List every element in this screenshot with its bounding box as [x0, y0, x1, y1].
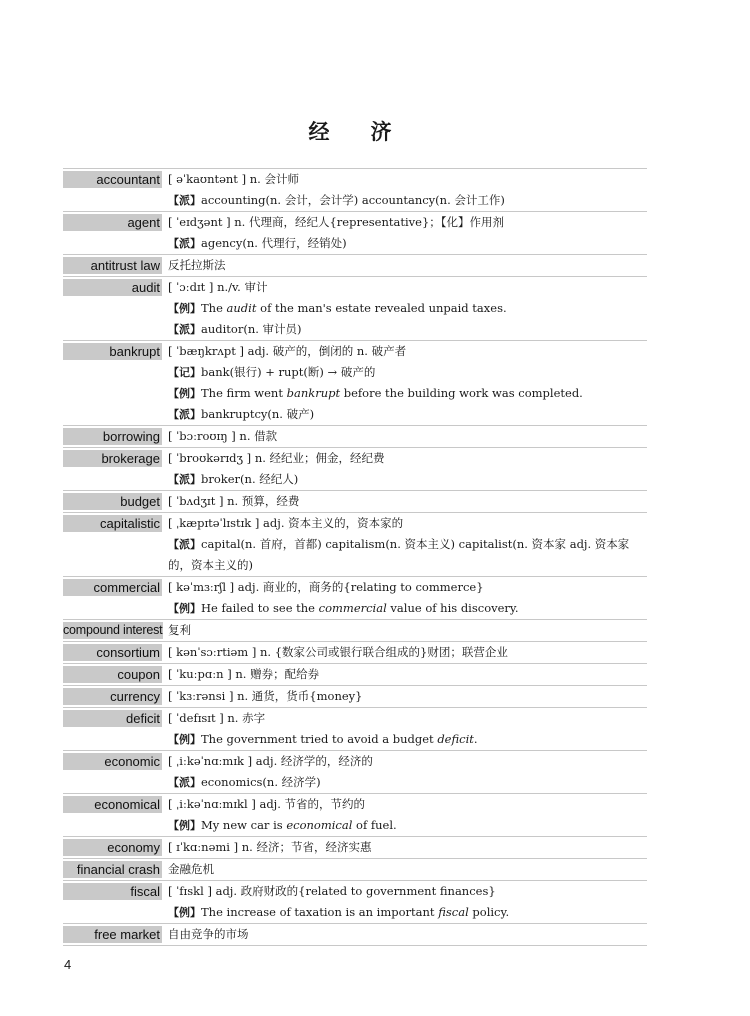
entry-line: [168, 513, 647, 534]
definition-text: [ kəˈmɜːrʃl ] adj. 商业的，商务的{relating to commerce}: [168, 580, 484, 594]
example-text: before the building work was completed.: [340, 386, 583, 400]
definition-text: [ ˈbɔːroʊɪŋ ] n. 借款: [168, 429, 278, 443]
headword: financial crash: [63, 861, 162, 878]
example-text: The firm went: [201, 386, 287, 400]
definition-text: bank(银行) + rupt(断) → 破产的: [201, 365, 376, 379]
definition-text: [ ˈkuːpɑːn ] n. 赠券；配给券: [168, 667, 320, 681]
entry-line: [168, 815, 647, 836]
headword: free market: [63, 926, 162, 943]
entry-line: [168, 686, 647, 707]
example-text: My new car is: [201, 818, 287, 832]
page-title: 经 济: [308, 120, 402, 144]
example-keyword: economical: [286, 818, 353, 832]
definition-text: [ ˈeɪdʒənt ] n. 代理商，经纪人{representative}；【化】作用剂: [168, 215, 505, 229]
vocabulary-list: [63, 168, 647, 946]
example-keyword: bankrupt: [286, 386, 341, 400]
definition-text: [ kənˈsɔːrtiəm ] n. {数家公司或银行联合组成的}财团；联营企业: [168, 645, 508, 659]
definition-text: [ ɪˈkɑːnəmi ] n. 经济；节省，经济实惠: [168, 840, 372, 854]
entry-line: [168, 729, 647, 750]
entry-line: [168, 491, 647, 512]
definition-text: capital(n. 首府，首都) capitalism(n. 资本主义) capitalist(n. 资本家 adj. 资本家的，资本主义的): [168, 537, 630, 572]
section-tag: 【例】: [168, 733, 201, 746]
example-text: of the man's estate revealed unpaid taxes.: [256, 301, 507, 315]
entry-line: [168, 255, 647, 276]
example-keyword: deficit: [437, 732, 474, 746]
entry-line: [168, 534, 647, 576]
entry-line: [168, 642, 647, 663]
entry-line: [168, 298, 647, 319]
definition-text: [ ˌiːkəˈnɑːmɪkl ] adj. 节省的，节约的: [168, 797, 366, 811]
section-tag: 【派】: [168, 408, 201, 421]
vocab-entry: [63, 254, 647, 276]
definition-text: auditor(n. 审计员): [201, 322, 302, 336]
vocab-entry: [63, 168, 647, 211]
definition-text: [ ˌiːkəˈnɑːmɪk ] adj. 经济学的，经济的: [168, 754, 373, 768]
definition-text: 自由竞争的市场: [168, 927, 249, 941]
entry-line: [168, 448, 647, 469]
headword: compound interest: [63, 623, 163, 637]
entry-line: [168, 577, 647, 598]
vocab-entry: [63, 619, 647, 641]
entry-line: [168, 708, 647, 729]
vocab-entry: [63, 750, 647, 793]
vocab-entry: [63, 447, 647, 490]
example-keyword: fiscal: [438, 905, 469, 919]
entry-line: [168, 902, 647, 923]
section-tag: 【派】: [168, 538, 201, 551]
definition-text: 复利: [168, 623, 191, 637]
entry-line: [168, 794, 647, 815]
definition-text: [ əˈkaʊntənt ] n. 会计师: [168, 172, 299, 186]
definition-text: [ ˈbæŋkrʌpt ] adj. 破产的，倒闭的 n. 破产者: [168, 344, 407, 358]
headword: economical: [63, 796, 162, 813]
section-tag: 【例】: [168, 302, 201, 315]
definition-text: bankruptcy(n. 破产): [201, 407, 315, 421]
headword: brokerage: [63, 450, 162, 467]
headword: economic: [63, 753, 162, 770]
entry-line: [168, 881, 647, 902]
section-tag: 【派】: [168, 323, 201, 336]
headword: audit: [63, 279, 162, 296]
headword: fiscal: [63, 883, 162, 900]
entry-line: [168, 772, 647, 793]
entry-line: [168, 277, 647, 298]
entry-line: [168, 837, 647, 858]
entry-line: [168, 859, 647, 880]
vocab-entry: [63, 576, 647, 619]
definition-text: [ ˌkæpɪtəˈlɪstɪk ] adj. 资本主义的，资本家的: [168, 516, 404, 530]
headword: currency: [63, 688, 162, 705]
headword: accountant: [63, 171, 162, 188]
definition-text: [ ˈbroʊkərɪdʒ ] n. 经纪业；佣金，经纪费: [168, 451, 385, 465]
vocab-entry: [63, 836, 647, 858]
example-text: of fuel.: [352, 818, 397, 832]
headword: consortium: [63, 644, 162, 661]
entry-line: [168, 233, 647, 254]
entry-line: [168, 190, 647, 211]
definition-text: agency(n. 代理行，经销处): [201, 236, 347, 250]
headword: borrowing: [63, 428, 162, 445]
entry-line: [168, 404, 647, 425]
example-text: .: [473, 732, 478, 746]
headword: coupon: [63, 666, 162, 683]
entry-line: [168, 362, 647, 383]
example-keyword: audit: [226, 301, 257, 315]
example-text: The: [201, 301, 227, 315]
vocab-entry: [63, 685, 647, 707]
definition-text: broker(n. 经纪人): [201, 472, 299, 486]
entry-line: [168, 598, 647, 619]
section-tag: 【派】: [168, 776, 201, 789]
vocab-entry: [63, 512, 647, 576]
headword: capitalistic: [63, 515, 162, 532]
entry-line: [168, 212, 647, 233]
definition-text: [ ˈdefɪsɪt ] n. 赤字: [168, 711, 266, 725]
vocab-entry: [63, 211, 647, 254]
vocab-entry: [63, 793, 647, 836]
entry-line: [168, 664, 647, 685]
definition-text: [ ˈkɜːrənsi ] n. 通货，货币{money}: [168, 689, 363, 703]
example-text: The government tried to avoid a budget: [201, 732, 438, 746]
vocab-entry: [63, 663, 647, 685]
section-tag: 【例】: [168, 819, 201, 832]
entry-line: [168, 319, 647, 340]
section-tag: 【例】: [168, 906, 201, 919]
definition-text: 反托拉斯法: [168, 258, 226, 272]
definition-text: accounting(n. 会计，会计学) accountancy(n. 会计工作): [201, 193, 505, 207]
example-text: The increase of taxation is an important: [201, 905, 439, 919]
definition-text: [ ˈɔːdɪt ] n./v. 审计: [168, 280, 268, 294]
vocab-entry: [63, 641, 647, 663]
headword: deficit: [63, 710, 162, 727]
definition-text: [ ˈfɪskl ] adj. 政府财政的{related to government finances}: [168, 884, 496, 898]
headword: agent: [63, 214, 162, 231]
vocab-entry: [63, 276, 647, 340]
definition-text: [ ˈbʌdʒɪt ] n. 预算，经费: [168, 494, 300, 508]
vocab-entry: [63, 880, 647, 923]
entry-line: [168, 169, 647, 190]
example-text: He failed to see the: [201, 601, 319, 615]
entry-line: [168, 924, 647, 945]
entry-line: [168, 751, 647, 772]
headword: economy: [63, 839, 162, 856]
vocab-entry: [63, 707, 647, 750]
example-text: value of his discovery.: [386, 601, 519, 615]
vocab-entry: [63, 490, 647, 512]
vocab-entry: [63, 425, 647, 447]
definition-text: 金融危机: [168, 862, 214, 876]
entry-line: [168, 383, 647, 404]
entry-line: [168, 620, 647, 641]
example-keyword: commercial: [318, 601, 387, 615]
section-tag: 【记】: [168, 366, 201, 379]
entry-line: [168, 426, 647, 447]
headword: commercial: [63, 579, 162, 596]
section-tag: 【派】: [168, 473, 201, 486]
vocab-entry: [63, 858, 647, 880]
headword: antitrust law: [63, 257, 162, 274]
page-number: 4: [64, 957, 72, 972]
section-tag: 【派】: [168, 237, 201, 250]
vocab-entry: [63, 923, 647, 946]
vocab-entry: [63, 340, 647, 425]
example-text: policy.: [468, 905, 510, 919]
section-tag: 【例】: [168, 387, 201, 400]
headword: bankrupt: [63, 343, 162, 360]
section-tag: 【派】: [168, 194, 201, 207]
entry-line: [168, 341, 647, 362]
definition-text: economics(n. 经济学): [201, 775, 321, 789]
section-tag: 【例】: [168, 602, 201, 615]
headword: budget: [63, 493, 162, 510]
entry-line: [168, 469, 647, 490]
